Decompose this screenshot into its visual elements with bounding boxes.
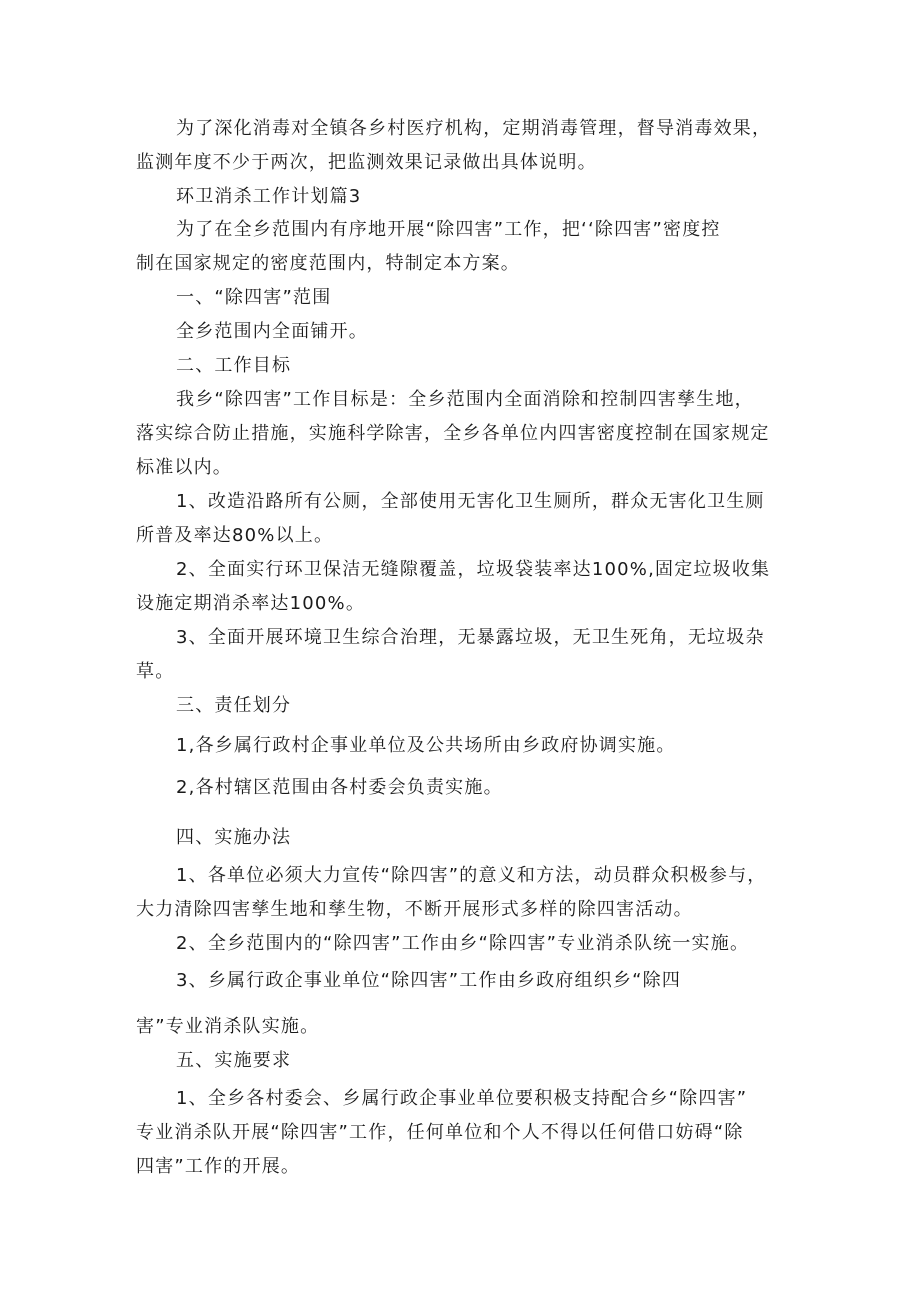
paragraph-line: 制在国家规定的密度范围内，特制定本方案。 xyxy=(136,253,520,274)
list-item-line: 1,各乡属行政村企事业单位及公共场所由乡政府协调实施。 xyxy=(176,735,676,756)
list-item-line: 大力清除四害孳生地和孳生物，不断开展形式多样的除四害活动。 xyxy=(136,899,693,920)
section-title: 环卫消杀工作计划篇3 xyxy=(176,186,362,207)
paragraph-line: 监测年度不少于两次，把监测效果记录做出具体说明。 xyxy=(136,152,597,173)
list-item-line: 草。 xyxy=(136,661,175,682)
list-item-line: 四害”工作的开展。 xyxy=(136,1156,301,1177)
list-item-line: 专业消杀队开展“除四害”工作，任何单位和个人不得以任何借口妨碍“除 xyxy=(136,1122,744,1143)
paragraph-line: 为了深化消毒对全镇各乡村医疗机构，定期消毒管理，督导消毒效果， xyxy=(176,118,772,139)
list-item-line: 1、改造沿路所有公厕，全部使用无害化卫生厕所，群众无害化卫生厕 xyxy=(176,491,765,512)
list-item-line: 害”专业消杀队实施。 xyxy=(136,1016,320,1037)
paragraph-line: 为了在全乡范围内有序地开展“除四害”工作，把‘‘除四害”密度控 xyxy=(176,219,721,240)
list-item-line: 1、全乡各村委会、乡属行政企事业单位要积极支持配合乡“除四害” xyxy=(176,1088,748,1109)
section-heading: 二、工作目标 xyxy=(176,355,292,376)
list-item-line: 所普及率达80%以上。 xyxy=(136,525,334,546)
section-heading: 四、实施办法 xyxy=(176,827,292,848)
paragraph-line: 我乡“除四害”工作目标是：全乡范围内全面消除和控制四害孳生地， xyxy=(176,389,754,410)
section-heading: 三、责任划分 xyxy=(176,695,292,716)
section-heading: 五、实施要求 xyxy=(176,1050,292,1071)
list-item-line: 2、全乡范围内的“除四害”工作由乡“除四害”专业消杀队统一实施。 xyxy=(176,933,750,954)
paragraph-line: 全乡范围内全面铺开。 xyxy=(176,321,368,342)
list-item-line: 3、全面开展环境卫生综合治理，无暴露垃圾，无卫生死角，无垃圾杂 xyxy=(176,627,765,648)
list-item-line: 1、各单位必须大力宣传“除四害”的意义和方法，动员群众积极参与， xyxy=(176,865,767,886)
section-heading: 一、“除四害”范围 xyxy=(176,287,332,308)
paragraph-line: 标准以内。 xyxy=(136,457,232,478)
list-item-line: 2、全面实行环卫保洁无缝隙覆盖，垃圾袋装率达100%,固定垃圾收集 xyxy=(176,559,771,580)
list-item-line: 3、乡属行政企事业单位“除四害”工作由乡政府组织乡“除四 xyxy=(176,970,682,991)
paragraph-line: 落实综合防止措施，实施科学除害，全乡各单位内四害密度控制在国家规定 xyxy=(136,423,770,444)
list-item-line: 设施定期消杀率达100%。 xyxy=(136,593,366,614)
list-item-line: 2,各村辖区范围由各村委会负责实施。 xyxy=(176,777,503,798)
